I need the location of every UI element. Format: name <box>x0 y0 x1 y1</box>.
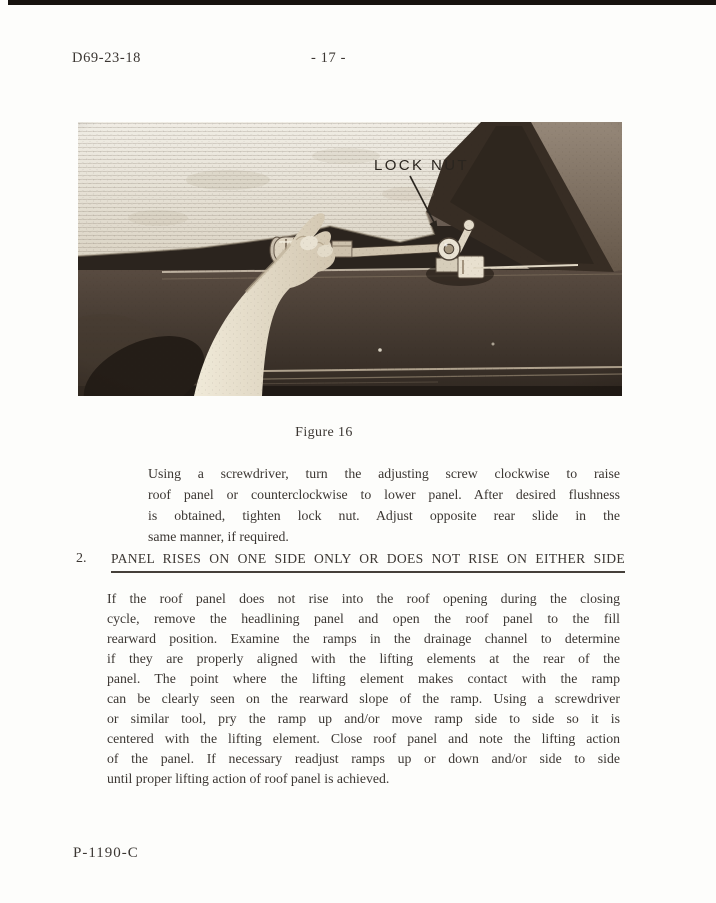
text-line: is obtained, tighten lock nut. Adjust opposite rear slide in the <box>148 508 620 523</box>
text-line: same manner, if required. <box>148 529 289 544</box>
text-line: roof panel or counterclockwise to lower panel. After desired flushness <box>148 487 620 502</box>
text-line: can be clearly seen on the rearward slope of the ramp. Using a screwdriver <box>107 691 620 706</box>
text-line: centered with the lifting element. Close roof panel and note the lifting action <box>107 731 620 746</box>
page-number: - 17 - <box>311 50 347 66</box>
intro-paragraph <box>148 463 620 547</box>
text-line: cycle, remove the headlining panel and open the roof panel to the fill <box>107 611 620 626</box>
text-line: Using a screwdriver, turn the adjusting screw clockwise to raise <box>148 466 620 481</box>
text-line: until proper lifting action of roof panel is achieved. <box>107 771 390 786</box>
lock-nut-photo <box>78 122 622 396</box>
section-body-paragraph <box>107 589 620 789</box>
text-line: rearward position. Examine the ramps in the drainage channel to determine <box>107 631 620 646</box>
text-line: panel. The point where the lifting element makes contact with the ramp <box>107 671 620 686</box>
section-title: PANEL RISES ON ONE SIDE ONLY OR DOES NOT RISE ON EITHER SIDE <box>111 551 625 573</box>
section-number: 2. <box>76 551 87 566</box>
footer-code: P-1190-C <box>73 845 139 861</box>
text-line: or similar tool, pry the ramp up and/or move ramp side to side so it is <box>107 711 620 726</box>
text-line: of the panel. If necessary readjust ramps up or down and/or side to side <box>107 751 620 766</box>
figure-caption: Figure 16 <box>295 425 353 440</box>
figure-photo <box>78 122 622 396</box>
text-line: if they are properly aligned with the lifting elements at the rear of the <box>107 651 620 666</box>
scan-edge-strip <box>8 0 716 5</box>
vignette <box>78 122 622 396</box>
document-number: D69-23-18 <box>72 50 142 66</box>
text-line: If the roof panel does not rise into the roof opening during the closing <box>107 591 620 606</box>
